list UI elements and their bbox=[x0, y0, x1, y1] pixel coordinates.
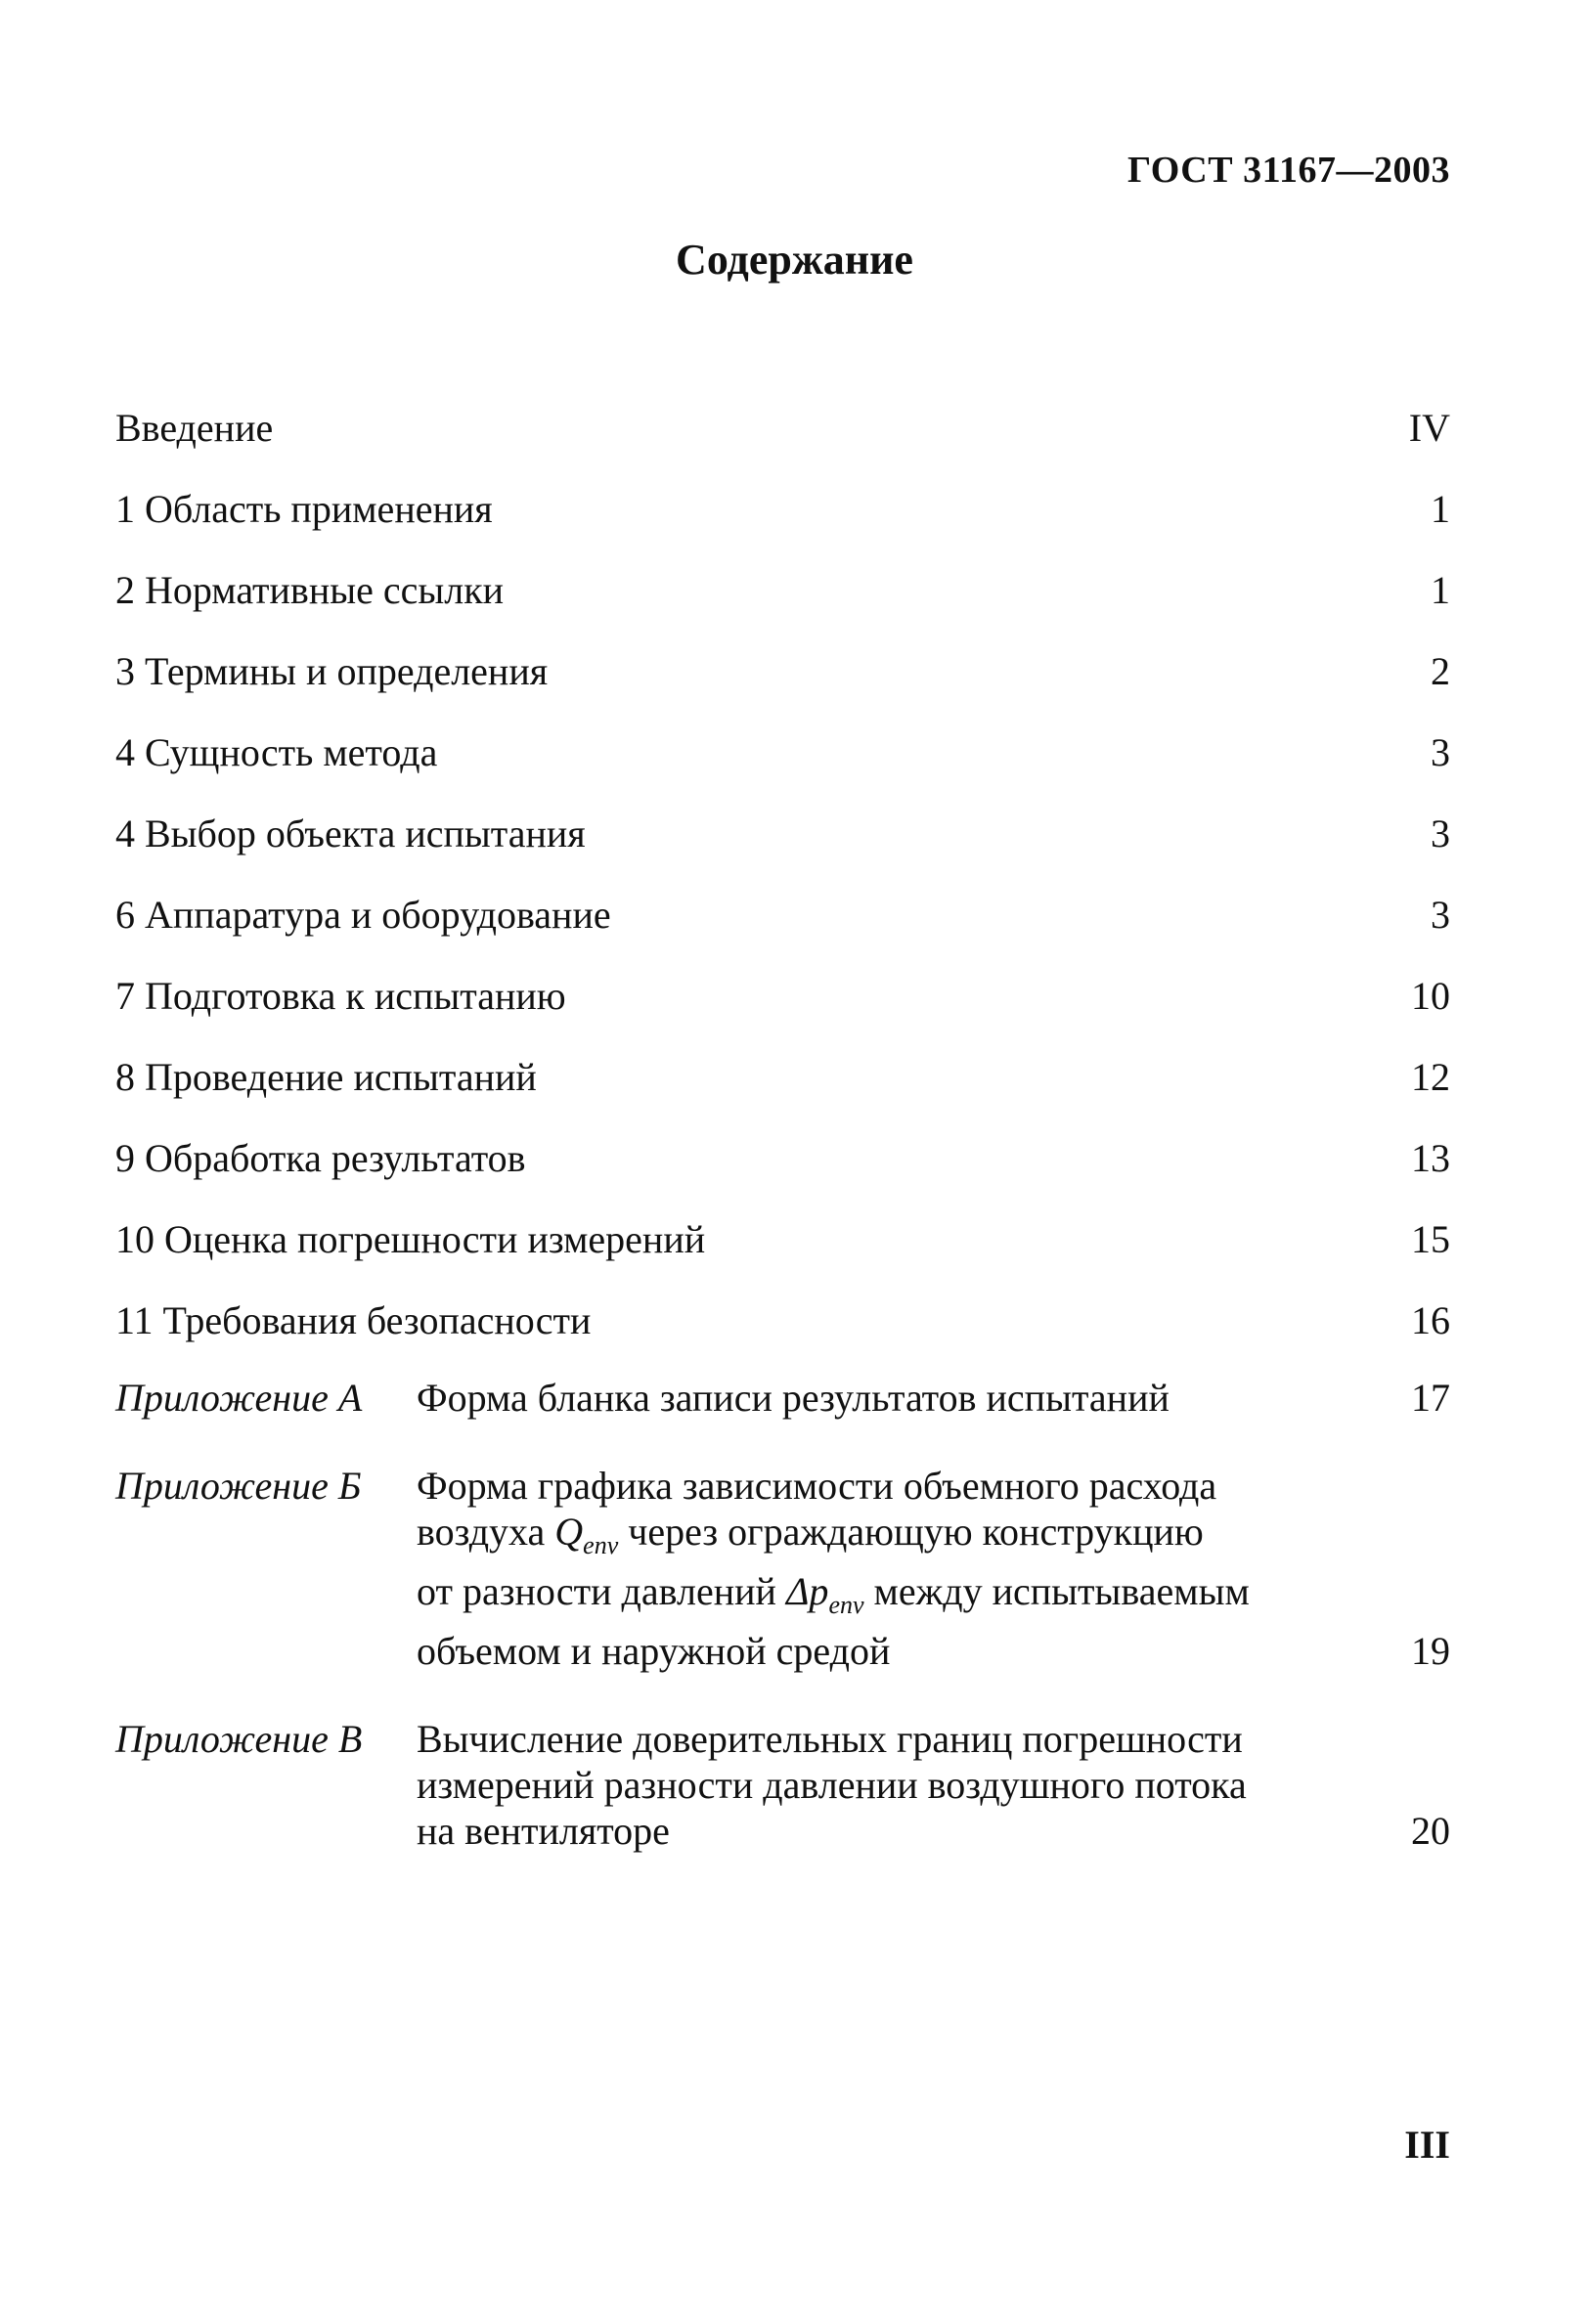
toc-entry bbox=[115, 724, 1450, 805]
appendix-label: Приложение А bbox=[115, 1376, 363, 1420]
toc-entry-label: 8 Проведение испытаний bbox=[115, 1055, 537, 1099]
toc-entry bbox=[115, 1129, 1450, 1210]
pressure-difference-symbol: Δp bbox=[785, 1569, 829, 1613]
toc-entry-label: 9 Обработка результатов bbox=[115, 1136, 526, 1180]
toc-entry-page: 3 bbox=[1431, 811, 1450, 855]
toc-entry-label: 11 Требования безопасности bbox=[115, 1298, 592, 1342]
toc-entry bbox=[115, 805, 1450, 886]
table-of-contents bbox=[115, 399, 1450, 1889]
toc-entry-label: 7 Подготовка к испытанию bbox=[115, 974, 566, 1018]
text-fragment: между испытываемым bbox=[863, 1569, 1250, 1613]
page-title: Содержание bbox=[676, 236, 913, 284]
appendix-title bbox=[417, 1716, 1394, 1854]
toc-entry-label: 2 Нормативные ссылки bbox=[115, 568, 505, 612]
toc-entry-page: 1 bbox=[1431, 568, 1450, 612]
appendix-entry-b bbox=[115, 1463, 1450, 1674]
toc-entry bbox=[115, 967, 1450, 1048]
appendix-page: 20 bbox=[1411, 1809, 1450, 1853]
text-fragment: через ограждающую конструкцию bbox=[618, 1510, 1204, 1554]
toc-entry bbox=[115, 886, 1450, 967]
appendix-title-line: на вентиляторе bbox=[417, 1809, 670, 1853]
toc-entry-page: 1 bbox=[1431, 487, 1450, 531]
appendix-page: 19 bbox=[1411, 1629, 1450, 1673]
toc-entry-page: 13 bbox=[1411, 1136, 1450, 1180]
toc-entry-label: 10 Оценка погрешности измерений bbox=[115, 1217, 706, 1261]
appendix-label: Приложение В bbox=[115, 1717, 363, 1761]
toc-entry-page: 10 bbox=[1411, 974, 1450, 1018]
text-fragment: воздуха bbox=[417, 1510, 555, 1554]
appendix-title-line bbox=[417, 1509, 1394, 1568]
appendix-title-line: объемом и наружной средой bbox=[417, 1629, 891, 1673]
toc-entry-page: 2 bbox=[1431, 649, 1450, 693]
text-fragment: от разности давлений bbox=[417, 1569, 786, 1613]
appendix-title-line bbox=[417, 1568, 1394, 1628]
toc-entry-page: 15 bbox=[1411, 1217, 1450, 1261]
toc-entry bbox=[115, 1048, 1450, 1129]
appendix-label: Приложение Б bbox=[115, 1464, 362, 1508]
toc-entry-label: 1 Область применения bbox=[115, 487, 493, 531]
appendix-title bbox=[417, 1375, 1394, 1421]
toc-entry-label: 4 Выбор объекта испытания bbox=[115, 811, 586, 855]
toc-entry-label: 4 Сущность метода bbox=[115, 730, 438, 774]
appendix-title-line: измерений разности давлении воздушного потока bbox=[417, 1763, 1247, 1807]
pressure-difference-subscript: env bbox=[828, 1591, 864, 1619]
flow-rate-subscript: env bbox=[583, 1531, 619, 1559]
toc-entry-label: 3 Термины и определения bbox=[115, 649, 549, 693]
toc-entry bbox=[115, 561, 1450, 642]
toc-entry bbox=[115, 642, 1450, 724]
appendix-title-line: Форма графика зависимости объемного расхода bbox=[417, 1464, 1217, 1508]
appendix-title bbox=[417, 1463, 1394, 1674]
toc-entry bbox=[115, 480, 1450, 561]
toc-entry bbox=[115, 1292, 1450, 1373]
toc-entry-page: 3 bbox=[1431, 730, 1450, 774]
flow-rate-symbol: Q bbox=[554, 1510, 584, 1554]
appendix-entry-a bbox=[115, 1375, 1450, 1421]
page-number: III bbox=[1404, 2123, 1450, 2167]
appendix-entry-v bbox=[115, 1716, 1450, 1854]
appendix-title-line: Форма бланка записи результатов испытаний bbox=[417, 1376, 1170, 1420]
toc-entry-label: Введение bbox=[115, 406, 274, 450]
toc-entry-page: 12 bbox=[1411, 1055, 1450, 1099]
toc-entry bbox=[115, 399, 1450, 480]
toc-entry-page: 3 bbox=[1431, 893, 1450, 937]
toc-entry-label: 6 Аппаратура и оборудование bbox=[115, 893, 611, 937]
document-code: ГОСТ 31167—2003 bbox=[1127, 150, 1450, 191]
appendix-page: 17 bbox=[1411, 1376, 1450, 1420]
toc-entry bbox=[115, 1210, 1450, 1292]
appendix-title-line: Вычисление доверительных границ погрешности bbox=[417, 1717, 1243, 1761]
toc-entry-page: IV bbox=[1408, 406, 1450, 450]
toc-entry-page: 16 bbox=[1411, 1298, 1450, 1342]
